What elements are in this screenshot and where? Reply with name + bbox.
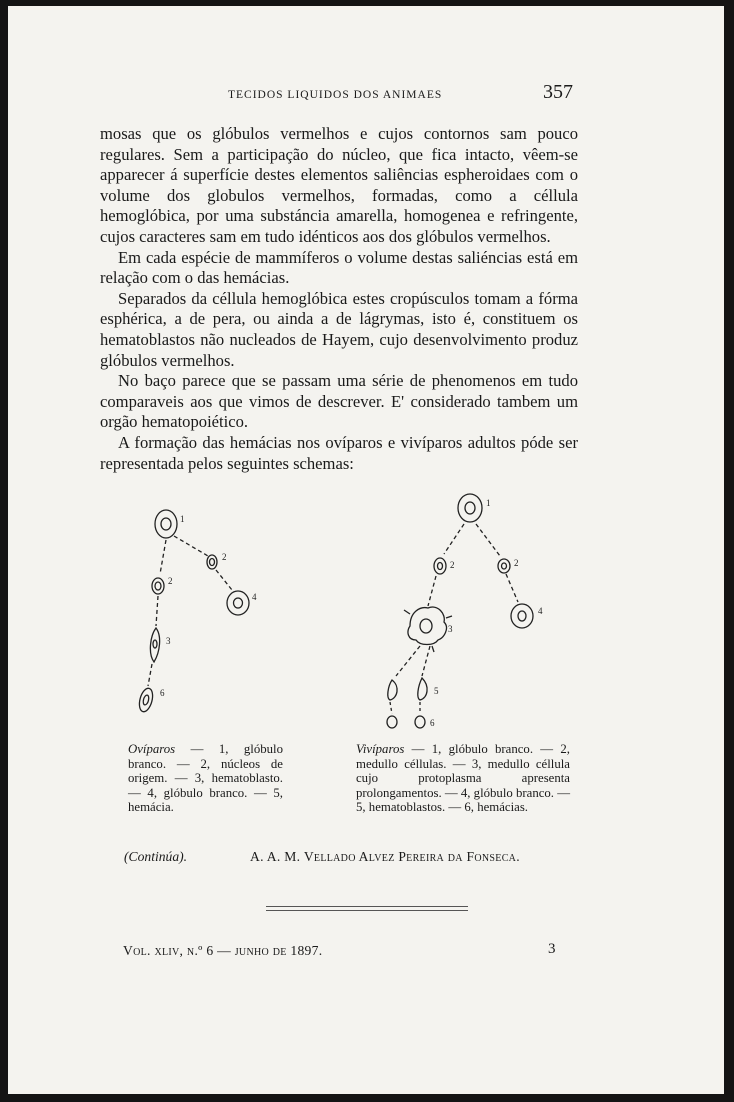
divider-rule [266, 906, 468, 907]
footer-signature-mark: 3 [548, 941, 556, 957]
journal-page [8, 6, 724, 1094]
caption-oviparos [128, 742, 283, 815]
author-signature: A. A. M. Vellado Alvez Pereira da Fonseca. [250, 849, 520, 864]
caption-text: — 1, glóbulo branco. — 2, medullo céllulas. — 3, medullo céllula cujo protoplasma apresenta prolongamentos. — 4, glóbulo branco. — 5, hematoblastos. — 6, hemácias. [356, 742, 570, 815]
left-cell-2a [152, 578, 164, 594]
viviparos-schema [387, 494, 533, 728]
caption-text: — 1, glóbulo branco. — 2, núcleos de origem. — 3, hematoblasto. — 4, glóbulo branco. — 5, hemácia. [128, 742, 283, 815]
continuation-note: (Continúa). [124, 849, 188, 864]
fig-label: 5 [434, 686, 439, 696]
right-cell-2b [498, 559, 510, 573]
right-cell-5b [418, 678, 427, 700]
paragraph: Separados da céllula hemoglóbica estes cropúsculos tomam a fórma esphérica, a de pera, ou ainda a de lágrymas, isto é, constituem os hematoblastos não nucleados de Hayem, cujo desenvolvimento produz glóbulos vermelhos. [100, 288, 578, 370]
fig-label: 2 [222, 552, 227, 562]
right-cell-2a [434, 558, 446, 574]
left-cell-6 [137, 687, 155, 713]
page-number: 357 [543, 81, 573, 103]
right-cell-3 [408, 607, 446, 644]
paragraph: No baço parece que se passam uma série de phenomenos em tudo comparaveis aos que vimos de descrever. E' considerado tambem um orgão hematopoiético. [100, 371, 578, 432]
caption-viviparos [356, 742, 570, 815]
caption-title: Vivíparos [356, 742, 405, 756]
right-cell-6a [387, 716, 397, 728]
paragraph: Em cada espécie de mammíferos o volume destas saliéncias está em relação com o das hemácias. [100, 247, 578, 288]
fig-label: 6 [430, 718, 435, 728]
right-cell-4 [511, 604, 533, 628]
left-cell-4 [227, 591, 249, 615]
fig-label: 1 [180, 514, 185, 524]
paragraph: mosas que os glóbulos vermelhos e cujos contornos sam pouco regulares. Sem a participação do núcleo, que fica intacto, vêem-se apparecer á superfície destes elementos saliências espheroidaes com o volume dos globulos vermelhos, formadas, como a céllula hemoglóbica, por uma substáncia amarella, homogenea e refringente, cujos caracteres sam em tudo idénticos aos dos glóbulos vermelhos. [100, 124, 578, 246]
fig-label: 3 [166, 636, 171, 646]
fig-label: 4 [252, 592, 257, 602]
left-cell-2b [207, 555, 217, 569]
fig-label: 2 [450, 560, 455, 570]
fig-label: 1 [486, 498, 491, 508]
fig-label: 3 [448, 624, 453, 634]
fig-label: 6 [160, 688, 165, 698]
right-cell-1 [458, 494, 482, 522]
cell-formation-schema-figure [108, 486, 578, 746]
left-cell-1 [155, 510, 177, 538]
right-cell-6b [415, 716, 425, 728]
divider-rule [266, 910, 468, 911]
left-cell-3 [150, 628, 159, 662]
schema-drawing [108, 486, 578, 746]
right-cell-5a [388, 680, 397, 700]
oviparos-schema [137, 510, 249, 713]
paragraph: A formação das hemácias nos ovíparos e vivíparos adultos póde ser representada pelos seguintes schemas: [100, 432, 578, 473]
caption-title: Ovíparos [128, 742, 176, 756]
fig-label: 2 [168, 576, 173, 586]
running-header: TECIDOS LIQUIDOS DOS ANIMAES [228, 89, 443, 101]
fig-label: 2 [514, 558, 519, 568]
footer-volume: Vol. xliv, n.º 6 — junho de 1897. [123, 943, 323, 958]
fig-label: 4 [538, 606, 543, 616]
body-text [100, 124, 578, 474]
